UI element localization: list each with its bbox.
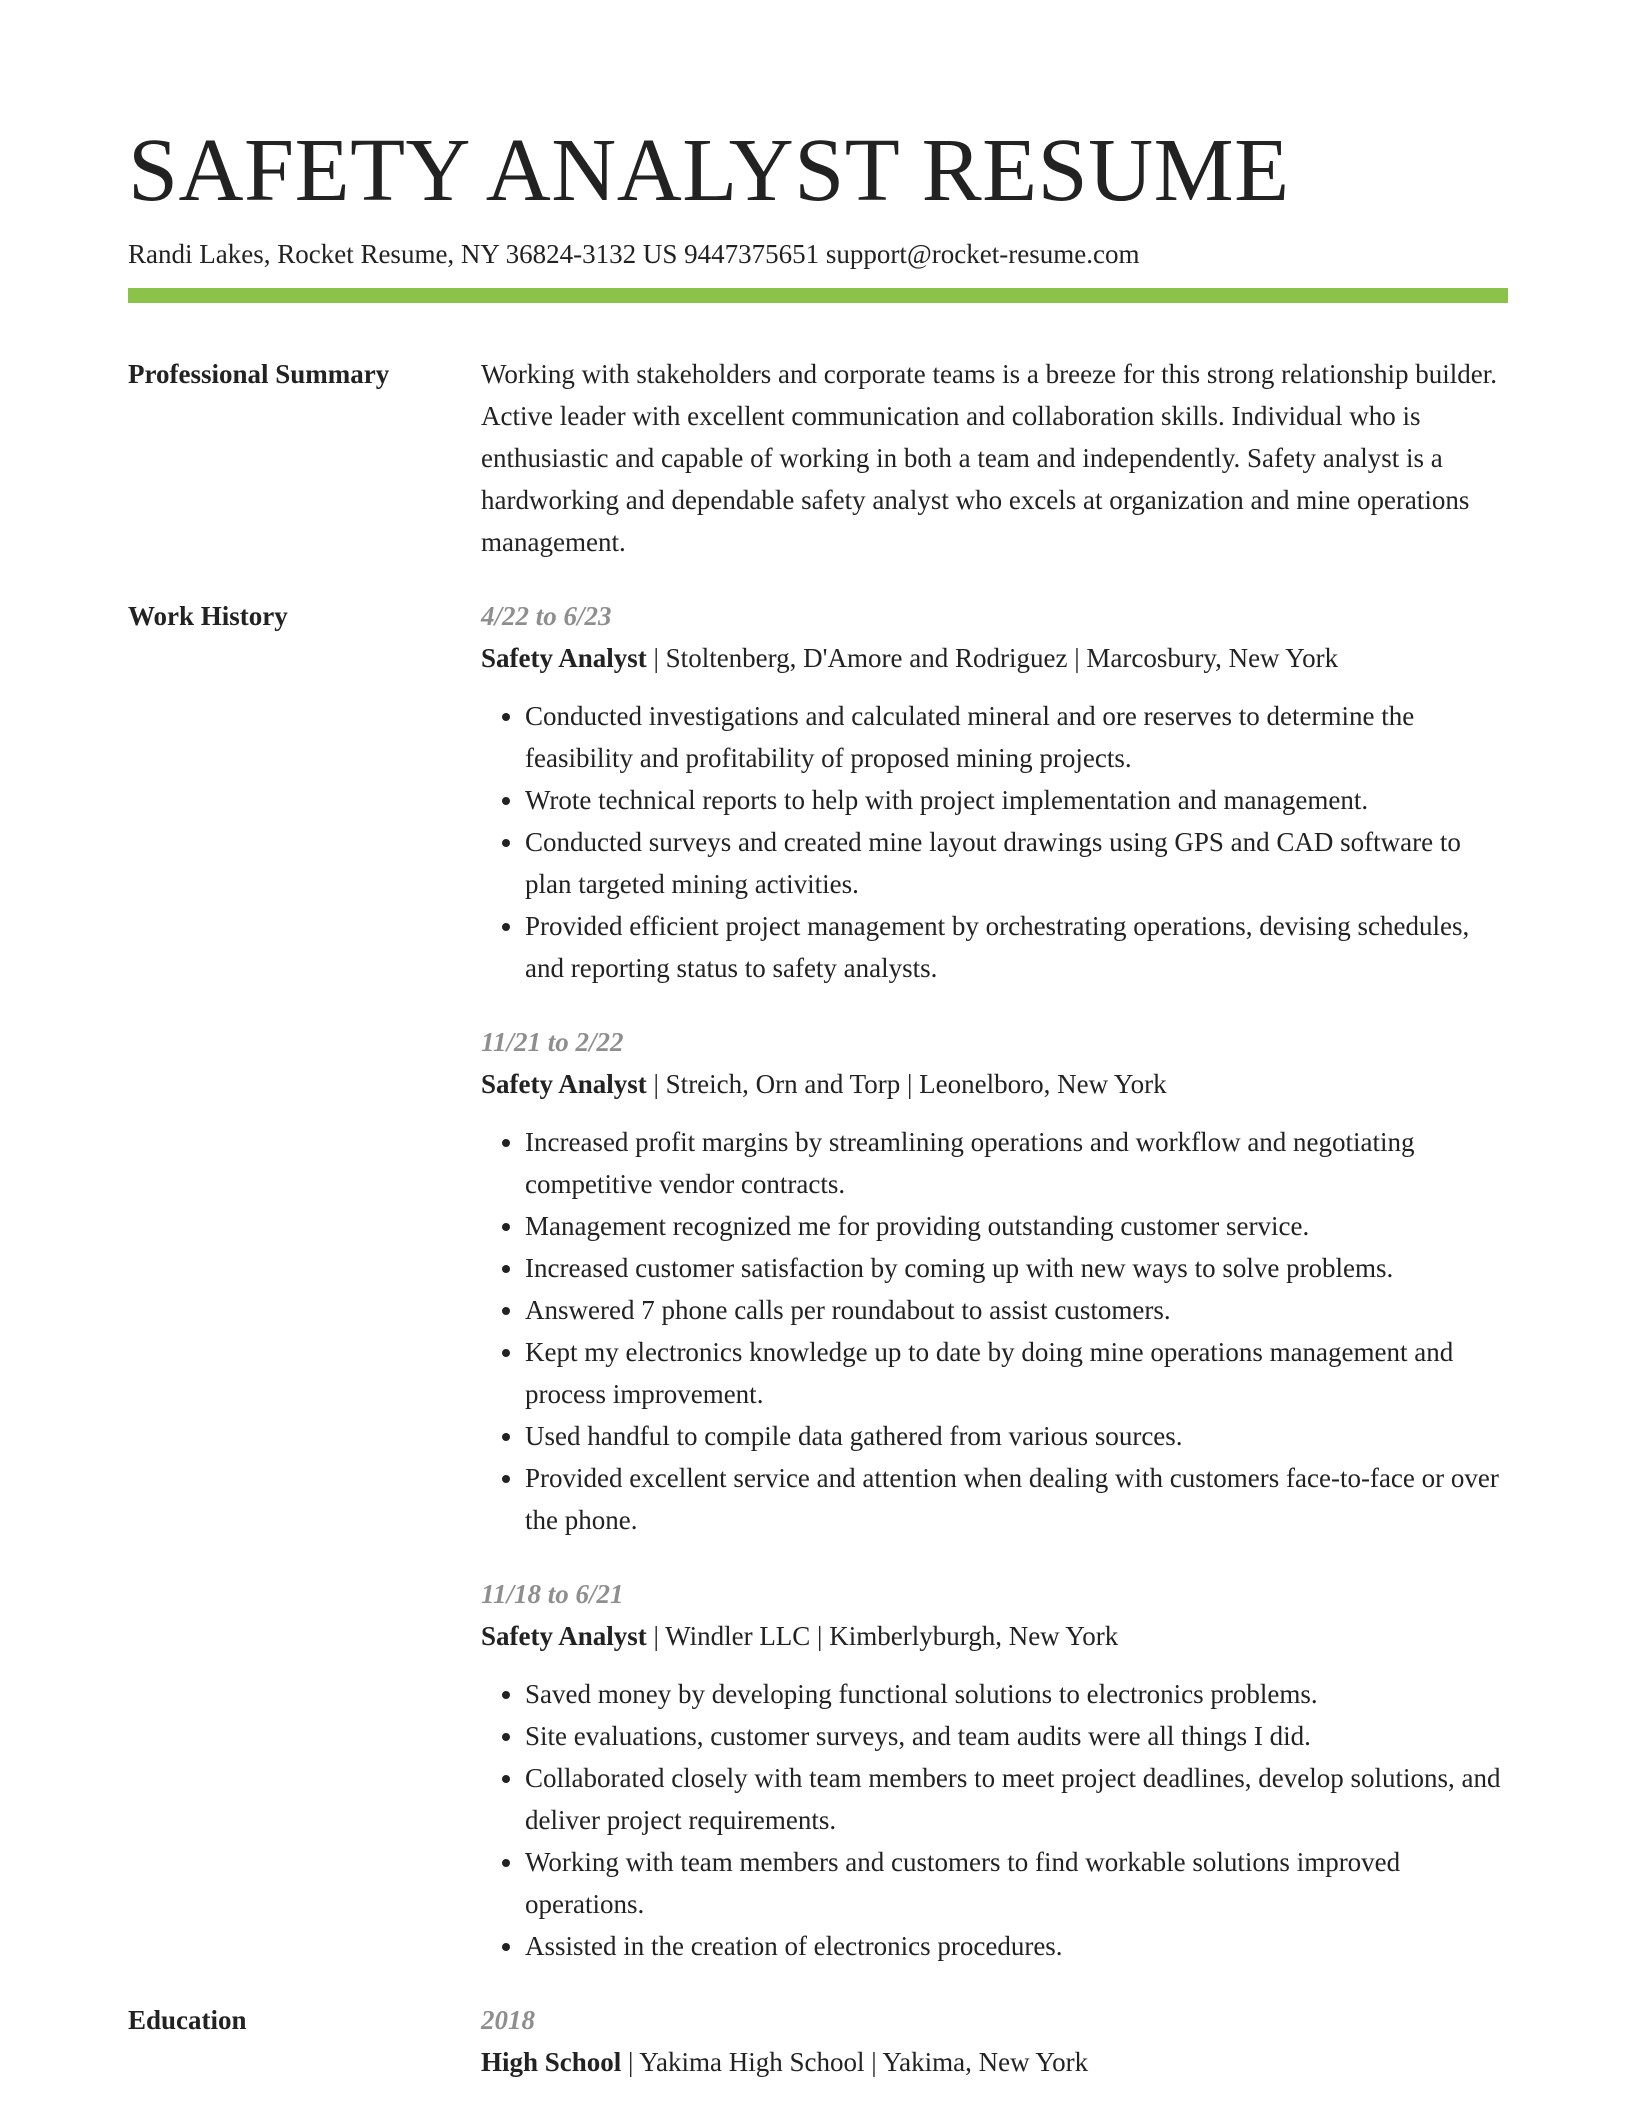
job-heading (481, 1615, 1508, 1657)
job-bullets (481, 1121, 1508, 1541)
work-history-list (481, 595, 1508, 1967)
job-dates: 11/21 to 2/22 (481, 1027, 624, 1057)
list-item: • Saved money by developing functional solutions to electronics problems. (525, 1673, 1508, 1715)
job-bullets (481, 695, 1508, 989)
summary-section (128, 353, 1508, 563)
summary-label: Professional Summary (128, 359, 390, 389)
job-heading (481, 637, 1508, 679)
job-details: | Windler LLC | Kimberlyburgh, New York (646, 1621, 1119, 1651)
list-item: • Used handful to compile data gathered from various sources. (525, 1415, 1508, 1457)
job-entry (481, 1573, 1508, 1967)
accent-divider (128, 288, 1508, 303)
list-item: • Conducted surveys and created mine layout drawings using GPS and CAD software to plan targeted mining activities. (525, 821, 1508, 905)
list-item: • Provided efficient project management by orchestrating operations, devising schedules, and reporting status to safety analysts. (525, 905, 1508, 989)
education-heading (481, 2041, 1508, 2083)
degree-title: High School (481, 2047, 622, 2077)
contact-line: Randi Lakes, Rocket Resume, NY 36824-3132 US 9447375651 support@rocket-resume.com (128, 239, 1140, 269)
list-item: • Conducted investigations and calculated mineral and ore reserves to determine the feasibility and profitability of proposed mining projects. (525, 695, 1508, 779)
list-item: • Answered 7 phone calls per roundabout to assist customers. (525, 1289, 1508, 1331)
education-entry (481, 1999, 1508, 2083)
work-history-label: Work History (128, 601, 288, 631)
job-entry (481, 1021, 1508, 1541)
job-title: Safety Analyst (481, 1069, 647, 1099)
job-entry (481, 595, 1508, 989)
summary-text: Working with stakeholders and corporate teams is a breeze for this strong relationship builder. Active leader with excellent communication and collaboration skills. Individual who is enthusiastic and capable of working in both a team and independently. Safety analyst is a hardworking and dependable safety analyst who excels at organization and mine operations management. (481, 359, 1498, 557)
list-item: • Kept my electronics knowledge up to date by doing mine operations management and process improvement. (525, 1331, 1508, 1415)
job-title: Safety Analyst (481, 643, 647, 673)
list-item: • Wrote technical reports to help with project implementation and management. (525, 779, 1508, 821)
list-item: • Provided excellent service and attention when dealing with customers face-to-face or over the phone. (525, 1457, 1508, 1541)
education-section (128, 1999, 1508, 2083)
resume-page (128, 116, 1508, 2083)
job-dates: 11/18 to 6/21 (481, 1579, 624, 1609)
job-heading (481, 1063, 1508, 1105)
school-details: | Yakima High School | Yakima, New York (621, 2047, 1089, 2077)
education-label: Education (128, 2005, 247, 2035)
list-item: • Management recognized me for providing outstanding customer service. (525, 1205, 1508, 1247)
education-dates: 2018 (481, 2005, 535, 2035)
job-details: | Streich, Orn and Torp | Leonelboro, New York (646, 1069, 1167, 1099)
list-item: • Assisted in the creation of electronics procedures. (525, 1925, 1508, 1967)
list-item: • Collaborated closely with team members to meet project deadlines, develop solutions, and deliver project requirements. (525, 1757, 1508, 1841)
list-item: • Increased profit margins by streamlining operations and workflow and negotiating competitive vendor contracts. (525, 1121, 1508, 1205)
list-item: • Site evaluations, customer surveys, and team audits were all things I did. (525, 1715, 1508, 1757)
job-title: Safety Analyst (481, 1621, 647, 1651)
list-item: • Increased customer satisfaction by coming up with new ways to solve problems. (525, 1247, 1508, 1289)
job-bullets (481, 1673, 1508, 1967)
resume-title: SAFETY ANALYST RESUME (128, 121, 1290, 220)
list-item: • Working with team members and customers to find workable solutions improved operations. (525, 1841, 1508, 1925)
work-history-section (128, 595, 1508, 1967)
job-dates: 4/22 to 6/23 (481, 601, 612, 631)
job-details: | Stoltenberg, D'Amore and Rodriguez | Marcosbury, New York (646, 643, 1339, 673)
